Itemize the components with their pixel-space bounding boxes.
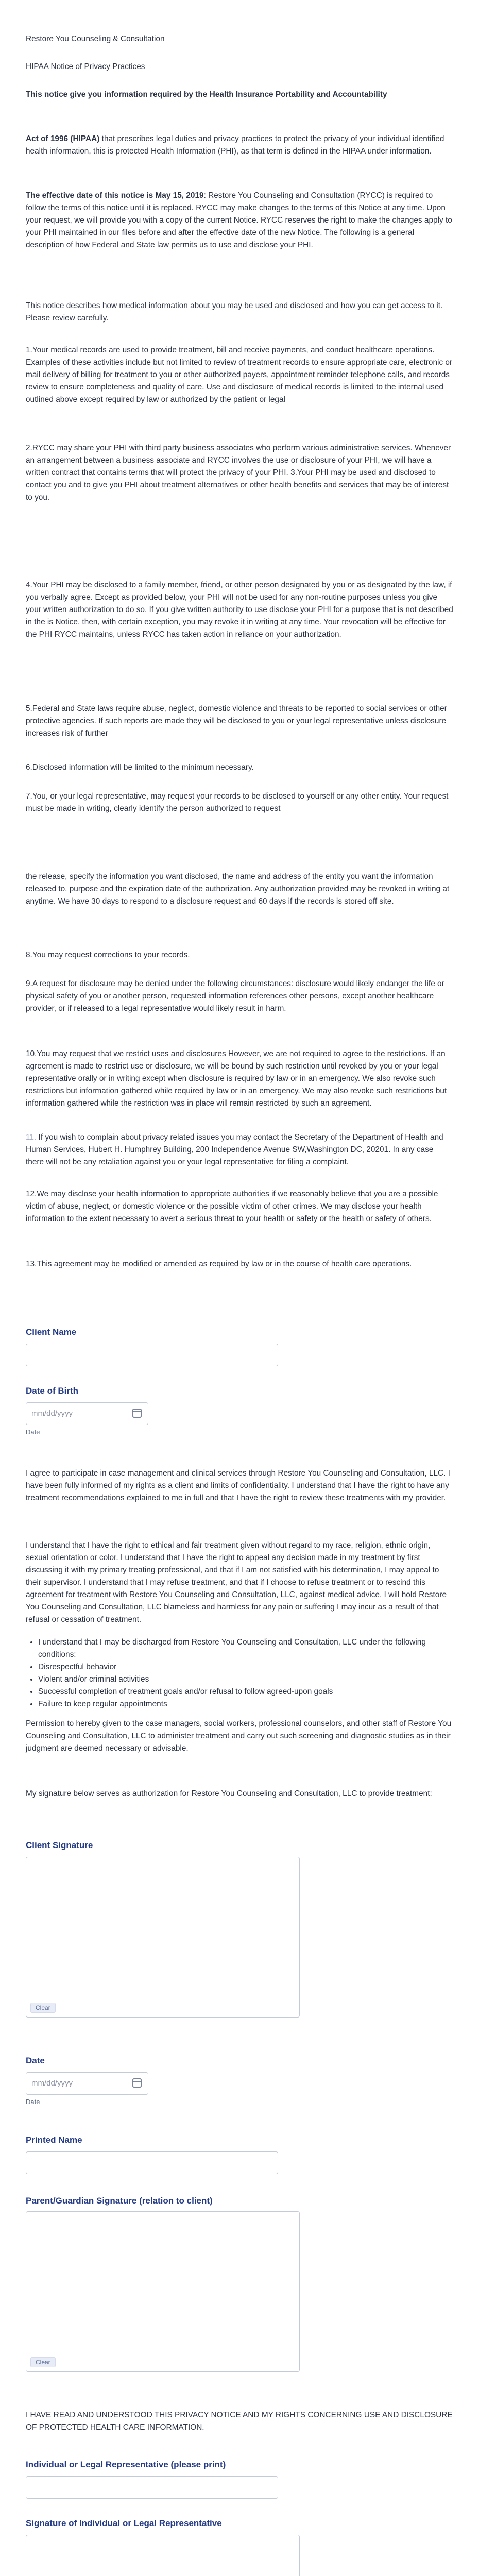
item-7b-text: the release, specify the information you want disclosed, the name and address of the entity you want the information released to, purpose and the expiration date of the authorization. Any authorization provided may be revoked in writing at anytime. We have 30 days to respond to a disclosure request and 60 days if the records is stored off site. (26, 872, 450, 906)
effective-paragraph (26, 190, 453, 251)
item-6 (26, 761, 453, 774)
date-placeholder: mm/dd/yyyy (31, 2079, 73, 2088)
item-13 (26, 1258, 453, 1270)
item-4 (26, 579, 453, 641)
consent-p2-text: I understand that I have the right to ethical and fair treatment given without regard to my race, religion, ethnic origin, sexual orientation or color. I understand that I have the right to appeal any decision made in my treatment by first discussing it with my primary treating professional, and that if I am not satisfied with his determination, I may appeal to their supervisor. I understand that I may refuse treatment, and that if I choose to refuse treatment or to rescind this agreement for treatment with Restore You Counseling and Consultation, LLC, against medical advice, I will hold Restore You Counseling and Consultation, LLC blameless and harmless for any pain or suffering I may incur as a result of that refusal or cessation of treatment. (26, 1541, 447, 1624)
item-2-text: 2.RYCC may share your PHI with third party business associates who perform various administrative services. Whenever an arrangement between a business associate and RYCC involves the use or disclosure of your PHI, we will have a written contract that contains terms that will protect the privacy of your PHI. 3.Your PHI may be used and disclosed to contact you and to give you PHI about treatment alternatives or other health benefits and services that may be of interest to you. (26, 444, 451, 502)
legal-rep-signature-pad[interactable] (26, 2535, 300, 2576)
item-13-text: 13.This agreement may be modified or amended as required by law or in the course of health care operations. (26, 1260, 412, 1268)
list-item: • Disrespectful behavior (38, 1661, 453, 1673)
discharge-list (26, 1636, 453, 1710)
date-sublabel: Date (26, 2098, 40, 2106)
client-name-label: Client Name (26, 1327, 77, 1337)
notice-intro-block (26, 89, 453, 101)
calendar-icon[interactable] (132, 2078, 142, 2088)
act-paragraph (26, 133, 453, 158)
org-name: Restore You Counseling & Consultation (26, 35, 165, 43)
item-11 (26, 1131, 453, 1168)
notice-title: HIPAA Notice of Privacy Practices (26, 62, 145, 71)
list-item: • I understand that I may be discharged from Restore You Counseling and Consultation, LLC under the following conditions: (38, 1636, 453, 1661)
item-9 (26, 978, 453, 1015)
item-11-number: 11. (26, 1133, 37, 1142)
act-block (26, 133, 453, 158)
item-8-text: 8.You may request corrections to your records. (26, 951, 190, 959)
list-item: • Failure to keep regular appointments (38, 1698, 453, 1710)
discharge-conditions (26, 1636, 453, 1710)
notice-title-block (26, 61, 453, 73)
dob-placeholder: mm/dd/yyyy (31, 1409, 73, 1418)
guardian-signature-clear-button[interactable]: Clear (30, 2357, 56, 2367)
item-12-text: 12.We may disclose your health information to appropriate authorities if we reasonably believe that you are a possible victim of abuse, neglect, or domestic violence or the possible victim of other crimes. We may disclose your health information to the extent necessary to avert a serious threat to your health or safety or the health or safety of others. (26, 1190, 438, 1223)
dob-sublabel: Date (26, 1428, 40, 1436)
item-2 (26, 442, 453, 504)
client-signature-pad[interactable] (26, 1857, 300, 2018)
item-7-continued (26, 871, 453, 908)
item-7-text: 7.You, or your legal representative, may request your records to be disclosed to yourself or any other entity. Your request must be made in writing, clearly identify the person authorized to request (26, 792, 449, 813)
consent-p4-text: My signature below serves as authorization for Restore You Counseling and Consultation, LLC to provide treatment: (26, 1789, 432, 1798)
acknowledgement-text: I HAVE READ AND UNDERSTOOD THIS PRIVACY NOTICE AND MY RIGHTS CONCERNING USE AND DISCLOSURE OF PROTECTED HEALTH CARE INFORMATION. (26, 2411, 453, 2432)
date-label: Date (26, 2056, 45, 2065)
acknowledgement-block (26, 2409, 453, 2434)
item-4-text: 4.Your PHI may be disclosed to a family member, friend, or other person designated by you or as designated by the law, if you verbally agree. Except as provided below, your PHI will not be used for any non-routine purposes unless you give your written authorization to do so. If you give written authority to use disclose your PHI for a purpose that is not described in the is Notice, then, with certain exception, you may revoke it in writing at any time. Your revocation will be effective for the PHI RYCC maintains, unless RYCC has taken action in reliance on your authorization. (26, 581, 453, 639)
consent-p3 (26, 1718, 453, 1755)
guardian-signature-pad[interactable] (26, 2211, 300, 2372)
consent-p1 (26, 1467, 453, 1504)
client-name-input[interactable] (26, 1344, 278, 1366)
item-11-text (26, 1131, 453, 1168)
describes-block (26, 300, 453, 325)
item-8 (26, 949, 453, 961)
guardian-signature-label: Parent/Guardian Signature (relation to client) (26, 2196, 213, 2206)
date-input[interactable] (26, 2072, 148, 2095)
effective-bold: The effective date of this notice is May 15, 2019 (26, 191, 204, 200)
item-9-text: 9.A request for disclosure may be denied under the following circumstances: disclosure would likely endanger the life or physical safety of you or another person, requested information references other persons, except another healthcare provider, or if released to a legal representative would likely result in harm. (26, 979, 444, 1013)
item-5 (26, 703, 453, 740)
item-11-body: If you wish to complain about privacy related issues you may contact the Secretary of the Department of Health and Human Services, Hubert H. Humphrey Building, 200 Independence Avenue SW,Washington DC, 20201. In any case there will not be any retaliation against you or your legal representative for filing a complaint. (26, 1133, 443, 1166)
item-1-text: 1.Your medical records are used to provide treatment, bill and receive payments, and conduct healthcare operations. Examples of these activities include but not limited to review of treatment records to ensure appropriate care, electronic or mail delivery of billing for treatment to you or other authorized payers, appointment reminder telephone calls, and records review to ensure completeness and quality of care. Use and disclosure of medical records is limited to the internal used outlined above except required by law or authorized by the patient or legal (26, 346, 453, 404)
notice-intro: This notice give you information required by the Health Insurance Portability and Accountability (26, 90, 387, 99)
consent-p1-text: I agree to participate in case management and clinical services through Restore You Counseling and Consultation, LLC. I have been fully informed of my rights as a client and limits of confidentiality. I understand that I have the right to have any treatment recommendations explained to me in full and that I have the right to review these treatments with my provider. (26, 1469, 450, 1502)
act-bold: Act of 1996 (HIPAA) (26, 134, 100, 143)
item-1 (26, 344, 453, 406)
printed-name-input[interactable] (26, 2151, 278, 2174)
dob-label: Date of Birth (26, 1386, 78, 1396)
item-12 (26, 1188, 453, 1225)
item-6-text: 6.Disclosed information will be limited to the minimum necessary. (26, 763, 254, 772)
item-7 (26, 790, 453, 815)
act-text: that prescribes legal duties and privacy practices to protect the privacy of your individual identified health information, this is protected Health Information (PHI), as that term is defined in the HIPAA under information. (26, 134, 444, 156)
form-header (26, 33, 453, 45)
item-10-text: 10.You may request that we restrict uses and disclosures However, we are not required to agree to the restrictions. If an agreement is made to restrict use or disclosure, we will be bound by such restriction until revoked by you or your legal representative orally or in writing except when disclosure is required by law or in an emergency. We also revoke such restrictions but information gathered while required by law or in an emergency. We may also revoke such restrictions but information gathered while the restriction was in place will remain restricted by such an agreement. (26, 1049, 447, 1108)
describes-text: This notice describes how medical information about you may be used and disclosed and how you can get access to it. Please review carefully. (26, 301, 443, 323)
legal-rep-signature-label: Signature of Individual or Legal Representative (26, 2518, 222, 2528)
consent-p3-text: Permission to hereby given to the case managers, social workers, professional counselors, and other staff of Restore You Counseling and Consultation, LLC to administer treatment and carry out such screening and diagnostic studies as in their judgment are deemed necessary or advisable. (26, 1719, 452, 1753)
printed-name-label: Printed Name (26, 2135, 82, 2145)
legal-rep-input[interactable] (26, 2476, 278, 2499)
list-item: • Violent and/or criminal activities (38, 1673, 453, 1686)
consent-p2 (26, 1539, 453, 1626)
dob-input[interactable] (26, 1402, 148, 1425)
list-item: • Successful completion of treatment goals and/or refusal to follow agreed-upon goals (38, 1686, 453, 1698)
calendar-icon[interactable] (132, 1409, 142, 1418)
effective-block (26, 190, 453, 251)
item-10 (26, 1048, 453, 1110)
item-5-text: 5.Federal and State laws require abuse, neglect, domestic violence and threats to be reported to social services or other protective agencies. If such reports are made they will be disclosed to you or your legal representative unless disclosure increases risk of further (26, 704, 447, 738)
legal-rep-label: Individual or Legal Representative (please print) (26, 2460, 226, 2469)
effective-text: : Restore You Counseling and Consultation (RYCC) is required to follow the terms of this notice until it is replaced. RYCC may make changes to the terms of this Notice at any time. Upon your request, we will provide you with a copy of the current Notice. RYCC reserves the right to make the changes apply to your PHI maintained in our files before and after the effective date of the new Notice. The following is a general description of how Federal and State law permits us to use and disclose your PHI. (26, 191, 452, 249)
client-signature-clear-button[interactable]: Clear (30, 2003, 56, 2013)
client-signature-label: Client Signature (26, 1840, 93, 1850)
consent-p4 (26, 1788, 453, 1800)
